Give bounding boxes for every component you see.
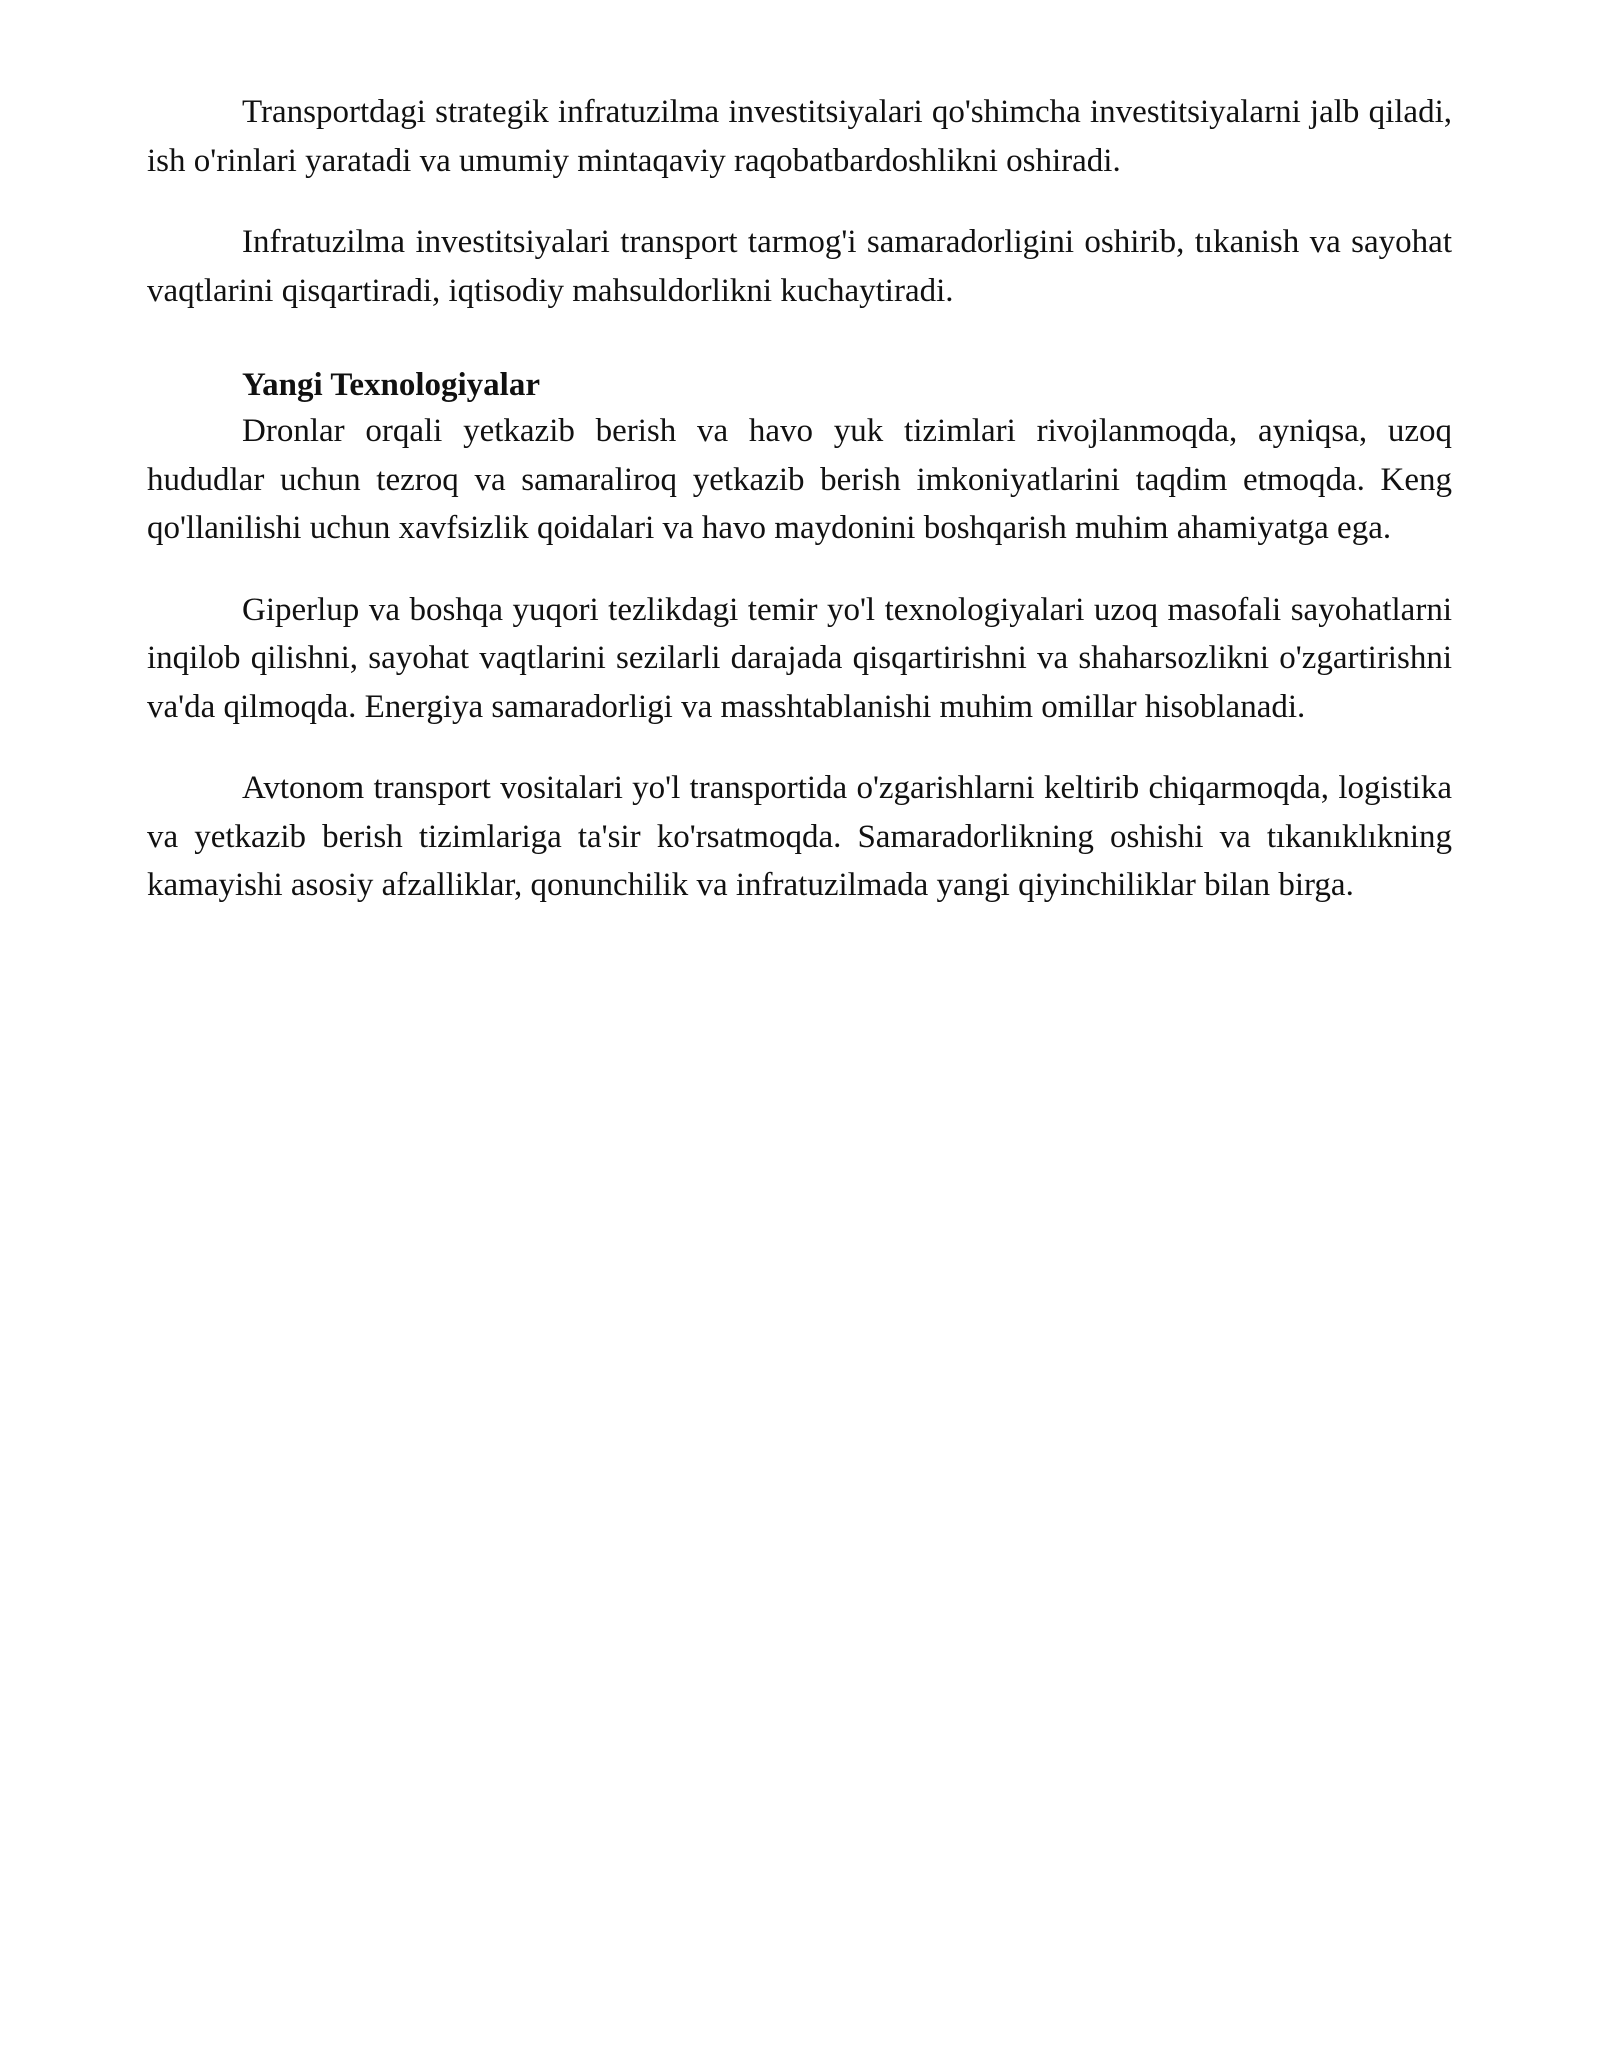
document-body	[147, 88, 1452, 910]
paragraph-hyperloop: Giperlup va boshqa yuqori tezlikdagi temir yo'l texnologiyalari uzoq masofali sayohatlarni inqilob qilishni, sayohat vaqtlarini sezilarli darajada qisqartirishni va shaharsozlikni o'zgartirishni va'da qilmoqda. Energiya samaradorligi va masshtablanishi muhim omillar hisoblanadi.	[147, 591, 1452, 725]
paragraph-autonomous-vehicles: Avtonom transport vositalari yo'l transportida o'zgarishlarni keltirib chiqarmoqda, logistika va yetkazib berish tizimlariga ta'sir ko'rsatmoqda. Samaradorlikning oshishi va tıkanıklıkning kamayishi asosiy afzalliklar, qonunchilik va infratuzilmada yangi qiyinchiliklar bilan birga.	[147, 770, 1452, 903]
paragraph-network-efficiency: Infratuzilma investitsiyalari transport tarmog'i samaradorligini oshirib, tıkanish va sayohat vaqtlarini qisqartiradi, iqtisodiy mahsuldorlikni kuchaytiradi.	[147, 224, 1452, 309]
paragraph-infrastructure-investment: Transportdagi strategik infratuzilma investitsiyalari qo'shimcha investitsiyalarni jalb qiladi, ish o'rinlari yaratadi va umumiy mintaqaviy raqobatbardoshlikni oshiradi.	[147, 94, 1452, 179]
section-heading: Yangi Texnologiyalar	[242, 367, 540, 403]
paragraph-drone-delivery: Dronlar orqali yetkazib berish va havo yuk tizimlari rivojlanmoqda, ayniqsa, uzoq hududlar uchun tezroq va samaraliroq yetkazib berish imkoniyatlarini taqdim etmoqda. Keng qo'llanilishi uchun xavfsizlik qoidalari va havo maydonini boshqarish muhim ahamiyatga ega.	[147, 413, 1452, 546]
